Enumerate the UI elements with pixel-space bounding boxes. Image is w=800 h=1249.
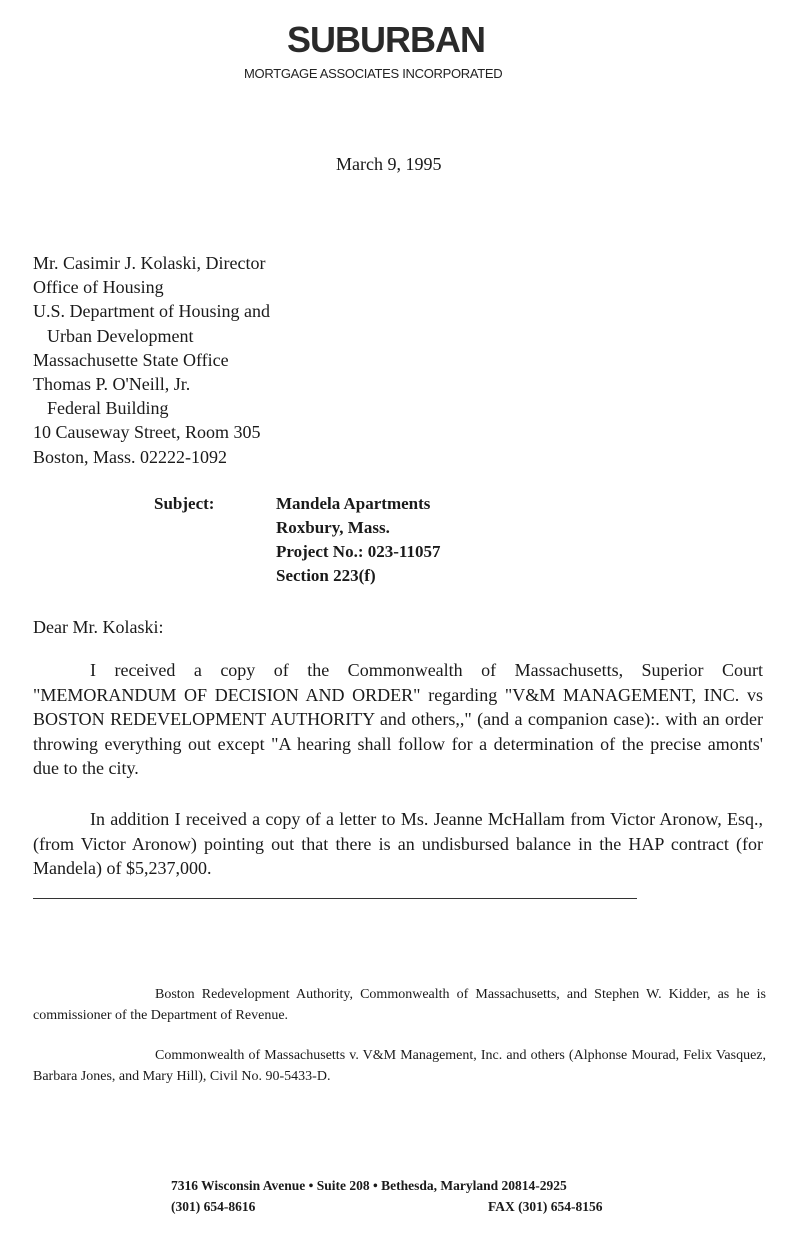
address-line: Thomas P. O'Neill, Jr. [33,374,191,395]
subject-line: Mandela Apartments [276,494,431,513]
company-tagline: MORTGAGE ASSOCIATES INCORPORATED [244,66,503,81]
letter-date: March 9, 1995 [336,154,442,174]
body-paragraph: I received a copy of the Commonwealth of Massachusetts, Superior Court "MEMORANDUM OF DECISION AND ORDER" regarding "V&M MANAGEMENT, INC. vs BOSTON REDEVELOPMENT AUTHORITY and others,," (and a companion case):. with an order throwing everything out except "A hearing shall follow for a determination of the precise amonts' due to the city. [33,660,763,778]
address-line: Boston, Mass. 02222-1092 [33,446,228,467]
subject-line: Project No.: 023-11057 [276,542,441,561]
footer-phone: (301) 654-8616 [171,1199,256,1214]
address-line: Office of Housing [33,277,164,298]
address-line: Mr. Casimir J. Kolaski, Director [33,253,266,273]
address-line: Massachusette State Office [33,349,229,370]
address-line: Federal Building [47,398,169,419]
subject-block [276,492,440,588]
subject-line: Section 223(f) [276,566,376,585]
recipient-address [33,251,270,469]
salutation: Dear Mr. Kolaski: [33,617,164,637]
subject-line: Roxbury, Mass. [276,518,390,537]
footer-fax: FAX (301) 654-8156 [488,1199,603,1214]
body-paragraph: In addition I received a copy of a letter to Ms. Jeanne McHallam from Victor Aronow, Esq., (from Victor Aronow) pointing out that there is an undisbursed balance in the HAP contract (for Mandela) of $5,237,000. [33,809,763,878]
footnote: Boston Redevelopment Authority, Commonwealth of Massachusetts, and Stephen W. Kidder, as he is commissioner of the Department of Revenue. [33,987,766,1023]
footnote: Commonwealth of Massachusetts v. V&M Management, Inc. and others (Alphonse Mourad, Felix Vasquez, Barbara Jones, and Mary Hill), Civil No. 90-5433-D. [33,1048,766,1084]
address-line: Urban Development [47,325,194,346]
address-line: U.S. Department of Housing and [33,301,270,322]
subject-label: Subject: [154,494,215,513]
footer-address: 7316 Wisconsin Avenue • Suite 208 • Bethesda, Maryland 20814-2925 [171,1178,567,1193]
footnote-divider [33,898,637,899]
company-logo: SUBURBAN [287,19,485,60]
address-line: 10 Causeway Street, Room 305 [33,422,261,443]
